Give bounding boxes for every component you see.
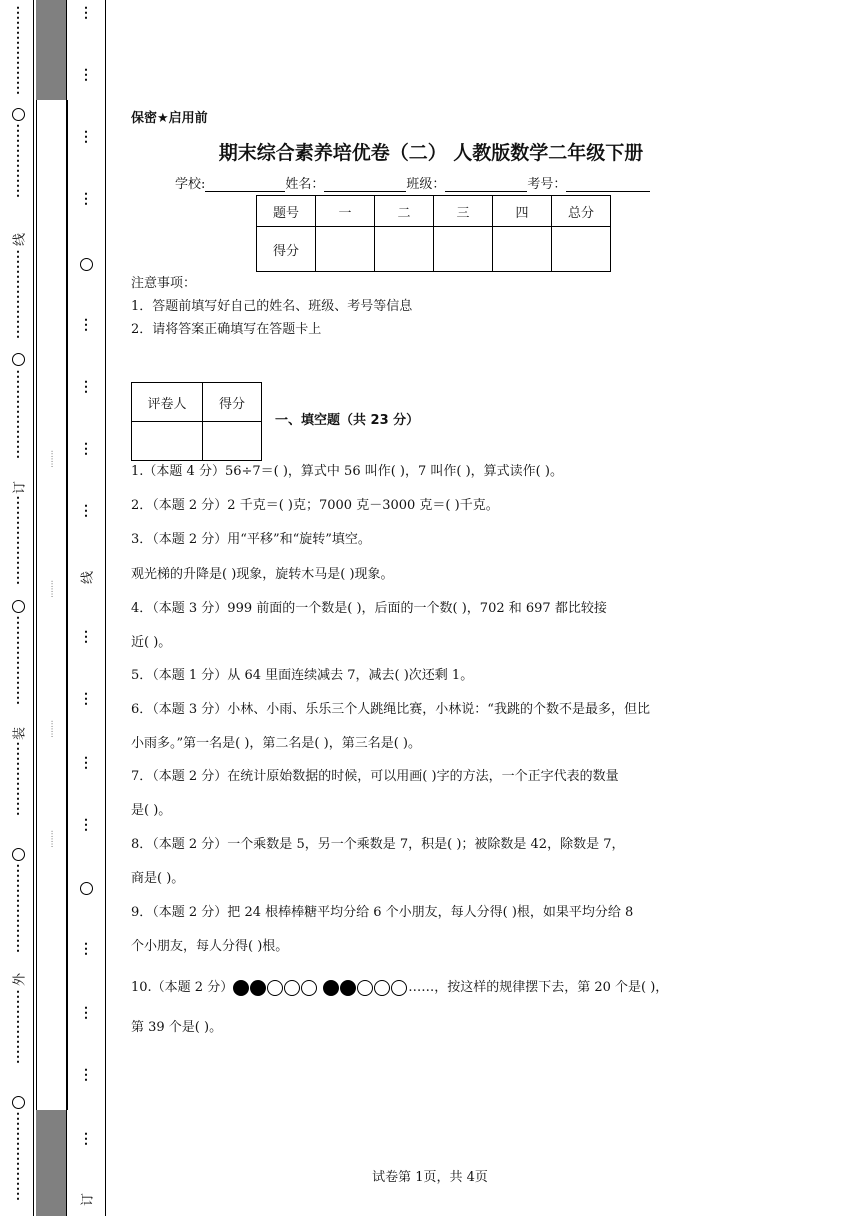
question-line: 第 39 个是( )。 <box>131 1020 223 1035</box>
gray-bar-bottom <box>36 1110 66 1216</box>
name-label: 姓名： <box>285 177 325 192</box>
outer-binding-strip <box>3 0 34 1216</box>
bead-pattern <box>233 980 408 996</box>
dots: ⋮ <box>79 441 93 457</box>
page-footer: 试卷第 1页，共 4页 <box>372 1170 488 1185</box>
small-dots: ······· <box>47 720 56 738</box>
score-cell[interactable] <box>434 227 493 272</box>
dots: ⋮ <box>79 755 93 771</box>
black-bead <box>233 980 249 996</box>
dots: ⋮ <box>79 67 93 83</box>
binding-char: 线 <box>80 571 96 585</box>
white-bead <box>391 980 407 996</box>
binding-circle <box>80 258 93 271</box>
dots: ⋮ <box>79 129 93 145</box>
dots: ⋮ ⋮ ⋮ ⋮ ⋮ <box>11 989 25 1065</box>
binding-char: 线 <box>12 233 28 247</box>
white-bead <box>357 980 373 996</box>
score-header: 三 <box>434 196 493 227</box>
white-bead <box>267 980 283 996</box>
school-field[interactable] <box>205 177 285 192</box>
q10-prefix: 10.（本题 2 分） <box>131 980 234 995</box>
binding-char: 订 <box>12 481 28 495</box>
question-line: 小雨多。”第一名是( )，第二名是( )，第三名是( )。 <box>131 736 421 751</box>
dots: ⋮ <box>79 941 93 957</box>
black-bead <box>323 980 339 996</box>
student-info-line <box>175 173 650 192</box>
dots: ⋮ <box>79 1131 93 1147</box>
question-line: 6．（本题 3 分）小林、小雨、乐乐三个人跳绳比赛，小林说：“我跳的个数不是最多，但比 <box>131 702 650 717</box>
question-line: 1.（本题 4 分）56÷7＝( )，算式中 56 叫作( )，7 叫作( )，算式读作( )。 <box>131 464 563 479</box>
dots: ⋮ <box>79 503 93 519</box>
score-header: 四 <box>493 196 552 227</box>
dots: ⋮ ⋮ ⋮ ⋮ ⋮ ⋮ <box>11 615 25 706</box>
score-header: 二 <box>375 196 434 227</box>
question-line: 2．（本题 2 分）2 千克＝( )克；7000 克－3000 克＝( )千克。 <box>131 498 499 513</box>
dots: ⋮ ⋮ ⋮ ⋮ ⋮ <box>11 741 25 817</box>
binding-char: 订 <box>80 1193 96 1207</box>
dots: ⋮ ⋮ ⋮ ⋮ ⋮ ⋮ <box>11 495 25 586</box>
question-line: 3．（本题 2 分）用“平移”和“旋转”填空。 <box>131 532 371 547</box>
dots: ⋮ <box>79 1067 93 1083</box>
inner-binding-strip <box>66 0 106 1216</box>
question-line: 个小朋友，每人分得( )根。 <box>131 939 289 954</box>
gray-bar-middle <box>36 100 68 1110</box>
notes-title: 注意事项： <box>131 276 197 291</box>
question-line: 7．（本题 2 分）在统计原始数据的时候，可以用画( )字的方法，一个正字代表的数量 <box>131 769 619 784</box>
note-item: 1．答题前填写好自己的姓名、班级、考号等信息 <box>131 299 413 314</box>
number-label: 考号： <box>527 177 567 192</box>
dots: ⋮ <box>79 629 93 645</box>
small-dots: ······· <box>47 580 56 598</box>
grader-score-cell[interactable] <box>203 422 262 461</box>
white-bead <box>301 980 317 996</box>
score-header: 一 <box>316 196 375 227</box>
dots: ⋮ <box>79 1005 93 1021</box>
binding-char: 装 <box>12 727 28 741</box>
question-line: 观光梯的升降是( )现象，旋转木马是( )现象。 <box>131 567 394 582</box>
class-field[interactable] <box>445 177 527 192</box>
dots: ⋮ ⋮ ⋮ ⋮ ⋮ ⋮ <box>11 369 25 460</box>
score-header: 题号 <box>257 196 316 227</box>
binding-circle <box>12 600 25 613</box>
question-line: 5．（本题 1 分）从 64 里面连续减去 7，减去( )次还剩 1。 <box>131 668 474 683</box>
grader-cell[interactable] <box>132 422 203 461</box>
white-bead <box>374 980 390 996</box>
school-label: 学校: <box>175 177 206 192</box>
q10-ellipsis: …… <box>408 980 435 995</box>
note-item: 2．请将答案正确填写在答题卡上 <box>131 322 322 337</box>
dots: ⋮ ⋮ ⋮ ⋮ ⋮ <box>11 123 25 199</box>
dots: ⋮ <box>79 5 93 21</box>
dots: ⋮ ⋮ ⋮ ⋮ ⋮ ⋮ <box>11 249 25 340</box>
white-bead <box>284 980 300 996</box>
dots: ⋮ <box>79 691 93 707</box>
q10-suffix: ，按这样的规律摆下去，第 20 个是( )， <box>434 980 669 995</box>
question-line: 8．（本题 2 分）一个乘数是 5，另一个乘数是 7，积是( )；被除数是 42，除数是 7， <box>131 837 625 852</box>
score-cell[interactable] <box>316 227 375 272</box>
class-label: 班级： <box>406 177 446 192</box>
score-table <box>256 195 611 272</box>
dots: ⋮ ⋮ ⋮ ⋮ ⋮ ⋮ <box>11 5 25 96</box>
binding-char: 外 <box>12 973 28 987</box>
score-cell[interactable] <box>375 227 434 272</box>
dots: ⋮ ⋮ ⋮ ⋮ ⋮ ⋮ <box>11 863 25 954</box>
black-bead <box>250 980 266 996</box>
question-line: 是( )。 <box>131 803 172 818</box>
section-title: 一、填空题（共 23 分） <box>275 413 420 428</box>
binding-circle <box>12 108 25 121</box>
score-cell[interactable] <box>493 227 552 272</box>
question-line: 9．（本题 2 分）把 24 根棒棒糖平均分给 6 个小朋友，每人分得( )根，如果平均分给 8 <box>131 905 634 920</box>
page-title: 期末综合素养培优卷（二） 人教版数学二年级下册 <box>218 142 644 164</box>
dots: ⋮ <box>79 817 93 833</box>
question-10 <box>131 976 668 996</box>
small-dots: ······· <box>47 830 56 848</box>
number-field[interactable] <box>566 177 650 192</box>
gray-bar-top <box>36 0 66 100</box>
binding-circle <box>12 848 25 861</box>
grader-table <box>131 382 262 461</box>
grader-score-label: 得分 <box>203 383 262 422</box>
small-dots: ······· <box>47 450 56 468</box>
dots: ⋮ <box>79 317 93 333</box>
dots: ⋮ ⋮ ⋮ ⋮ ⋮ ⋮ <box>11 1111 25 1202</box>
grader-label: 评卷人 <box>132 383 203 422</box>
secret-label: 保密★启用前 <box>131 111 208 126</box>
question-line: 近( )。 <box>131 635 172 650</box>
score-header: 总分 <box>552 196 611 227</box>
score-row-label: 得分 <box>257 227 316 272</box>
notes <box>131 272 412 341</box>
binding-circle <box>80 882 93 895</box>
dots: ⋮ <box>79 379 93 395</box>
black-bead <box>340 980 356 996</box>
name-field[interactable] <box>324 177 406 192</box>
dots: ⋮ <box>79 191 93 207</box>
question-line: 4．（本题 3 分）999 前面的一个数是( )，后面的一个数( )，702 和 697 都比较接 <box>131 601 607 616</box>
binding-circle <box>12 1096 25 1109</box>
score-cell[interactable] <box>552 227 611 272</box>
binding-circle <box>12 353 25 366</box>
question-line: 商是( )。 <box>131 871 185 886</box>
